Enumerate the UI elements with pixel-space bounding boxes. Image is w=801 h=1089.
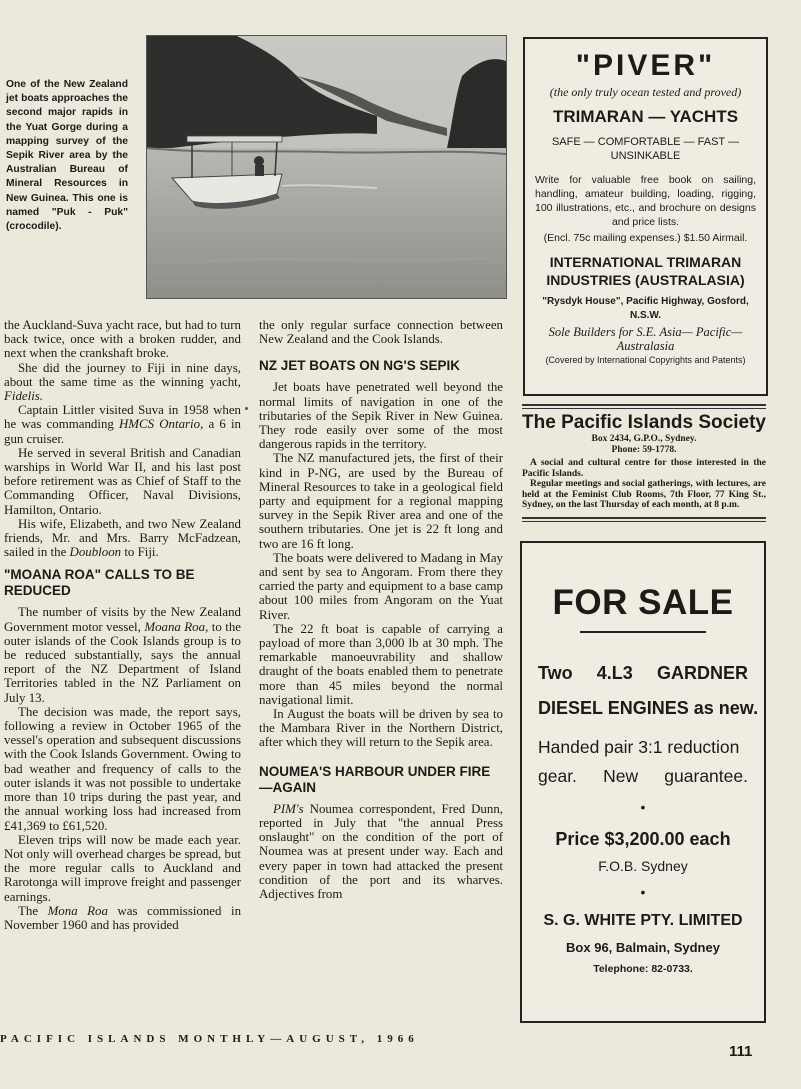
article-column-1 xyxy=(4,318,241,932)
text: gear. xyxy=(538,766,577,786)
paragraph: His wife, Elizabeth, and two New Zealand friends, Mr. and Mrs. Barry McFadzean, sailed in the Doubloon to Fiji. xyxy=(4,516,241,560)
article-column-2 xyxy=(259,318,503,901)
piver-trimaran-ad xyxy=(523,37,768,396)
bullet: • xyxy=(640,884,646,900)
paragraph: He served in several British and Canadian warships in World War II, and his last post before retirement was as Chief of Staff to the Commanding Officer, Naval Divisions, Hamilton, Ontario. xyxy=(4,445,241,517)
paragraph: The Mona Roa was commissioned in November 1960 and has provided xyxy=(4,903,242,932)
section-heading: "MOANA ROA" CALLS TO BE REDUCED xyxy=(4,567,195,599)
divider xyxy=(522,404,766,409)
sale-telephone: Telephone: 82-0733. xyxy=(593,963,693,975)
ad-copyright: (Covered by International Copyrights and Patents) xyxy=(545,355,746,365)
paragraph: The NZ manufactured jets, the first of their kind in P-NG, are used by the Bureau of Mineral Resources to take in a geological field party and equipment for a regional mapping survey in the Sepik River area and one of the southern tributaries. One jet is 22 ft long and two are 16 ft long. xyxy=(259,451,503,551)
sale-line-4 xyxy=(522,766,764,787)
sale-line-3: Handed pair 3:1 reduction xyxy=(538,737,740,757)
society-body xyxy=(522,458,766,511)
text: 4.L3 xyxy=(596,663,633,683)
sale-line-1 xyxy=(522,663,764,684)
ad-company: INTERNATIONAL TRIMARAN INDUSTRIES (AUSTRALASIA) xyxy=(546,254,745,288)
ad-product: TRIMARAN — YACHTS xyxy=(552,107,739,126)
paragraph: the only regular surface connection between New Zealand and the Cook Islands. xyxy=(259,318,503,347)
ad-builders: Sole Builders for S.E. Asia— Pacific—Australasia xyxy=(548,325,743,353)
paragraph: The boats were delivered to Madang in May and sent by sea to Angoram. From there they carried the party and equipment to a base camp about 100 miles from Angoram on the Yuat River. xyxy=(259,550,503,622)
pacific-islands-society-notice xyxy=(522,404,766,522)
divider xyxy=(580,631,706,633)
ad-brand-name: "PIVER" xyxy=(575,49,716,82)
text: New xyxy=(603,766,639,786)
paragraph: Regular meetings and social gatherings, with lectures, are held at the Feminist Club Rooms, 7th Floor, 77 King St., Sydney, on the last Thursday of each month, at 8 p.m. xyxy=(522,479,766,510)
paragraph: Eleven trips will now be made each year. Not only will overhead charges be spread, but the more regular calls to Auckland and Rarotonga will improve freight and passenger earnings. xyxy=(4,832,241,904)
paragraph: The number of visits by the New Zealand Government motor vessel, Moana Roa, to the outer islands of the Cook Islands group is to be reduced substantially, says the annual report of the NZ Department of Island Territories tabled in the NZ Parliament on July 13. xyxy=(4,605,241,705)
society-title: The Pacific Islands Society xyxy=(522,412,766,433)
sale-line-2: DIESEL ENGINES as new. xyxy=(538,698,759,718)
ad-address: "Rysdyk House", Pacific Highway, Gosford, N.S.W. xyxy=(542,296,749,321)
for-sale-ad xyxy=(520,541,766,1023)
sale-price: Price $3,200.00 each xyxy=(555,829,731,849)
paragraph: The 22 ft boat is capable of carrying a payload of more than 3,000 lb at 30 mph. The remarkable manoeuvrability and shallow draught of the boats enabled them to penetrate more than 45 miles beyond the normal navigational limit. xyxy=(259,621,503,707)
sale-address: Box 96, Balmain, Sydney xyxy=(566,940,720,955)
photo-caption: One of the New Zealand jet boats approaches the second major rapids in the Yuat Gorge during a mapping survey of the Sepik River area by the Australian Bureau of Mineral Resources in New Guinea. This one is named "Puk - Puk" (crocodile). xyxy=(6,79,128,233)
bullet: • xyxy=(640,799,646,815)
ad-qualities: SAFE — COMFORTABLE — FAST — UNSINKABLE xyxy=(551,136,740,162)
sale-seller: S. G. WHITE PTY. LIMITED xyxy=(543,912,743,929)
ad-offer: Write for valuable free book on sailing, handling, amateur building, loading, rigging, 100 illustrations, etc., and brochure on designs and price lists. xyxy=(535,174,756,228)
column-mark xyxy=(245,407,248,410)
paragraph: PIM's Noumea correspondent, Fred Dunn, reported in July that "the annual Press onslaught" on the condition of the port of Noumea was at present under way. Each and every paper in town had attacked the present condition of the port and its wharves. Adjectives from xyxy=(259,801,503,901)
paragraph: She did the journey to Fiji in nine days, about the same time as the winning yacht, Fidelis. xyxy=(4,360,241,404)
paragraph: Jet boats have penetrated well beyond the normal limits of navigation in one of the tributaries of the Sepik River in New Guinea. They rode easily over some of the most dangerous rapids in the territory. xyxy=(259,380,503,452)
paragraph: The decision was made, the report says, following a review in October 1965 of the vessel's operation and subsequent discussions with the Cook Islands Government. Owing to bad weather and frequency of calls to the outer islands it was not possible to undertake more than 10 trips during the past year, and the annual working loss had increased from £41,369 to £61,520. xyxy=(4,704,241,833)
sale-fob: F.O.B. Sydney xyxy=(598,858,688,874)
society-phone: Phone: 59-1778. xyxy=(611,445,677,455)
page-number: 111 xyxy=(729,1043,753,1060)
page-footer-masthead: PACIFIC ISLANDS MONTHLY—AUGUST, 1966 xyxy=(0,1033,419,1045)
text: Two xyxy=(538,663,573,683)
jet-boat-photo-image xyxy=(147,36,506,298)
text: GARDNER xyxy=(656,663,748,683)
ad-price: (Encl. 75c mailing expenses.) $1.50 Airmail. xyxy=(543,232,748,244)
jet-boat-photo xyxy=(146,35,507,299)
paragraph: Captain Littler visited Suva in 1958 when he was commanding HMCS Ontario, a 6 in gun cruiser. xyxy=(4,403,241,446)
paragraph: the Auckland-Suva yacht race, but had to turn back twice, once with a broken rudder, and next when the crankshaft broke. xyxy=(4,318,241,361)
text: guarantee. xyxy=(664,766,748,786)
ad-tagline: (the only truly ocean tested and proved) xyxy=(549,85,742,99)
sale-heading: FOR SALE xyxy=(552,583,734,622)
paragraph: A social and cultural centre for those interested in the Pacific Islands. xyxy=(522,458,766,479)
divider xyxy=(522,517,766,522)
paragraph: In August the boats will be driven by sea to the Mambara River in the Northern District, after which they will return to the Sepik area. xyxy=(259,707,503,750)
section-heading: NOUMEA'S HARBOUR UNDER FIRE—AGAIN xyxy=(259,763,491,795)
society-box: Box 2434, G.P.O., Sydney. xyxy=(591,434,697,444)
section-heading: NZ JET BOATS ON NG'S SEPIK xyxy=(259,358,460,374)
